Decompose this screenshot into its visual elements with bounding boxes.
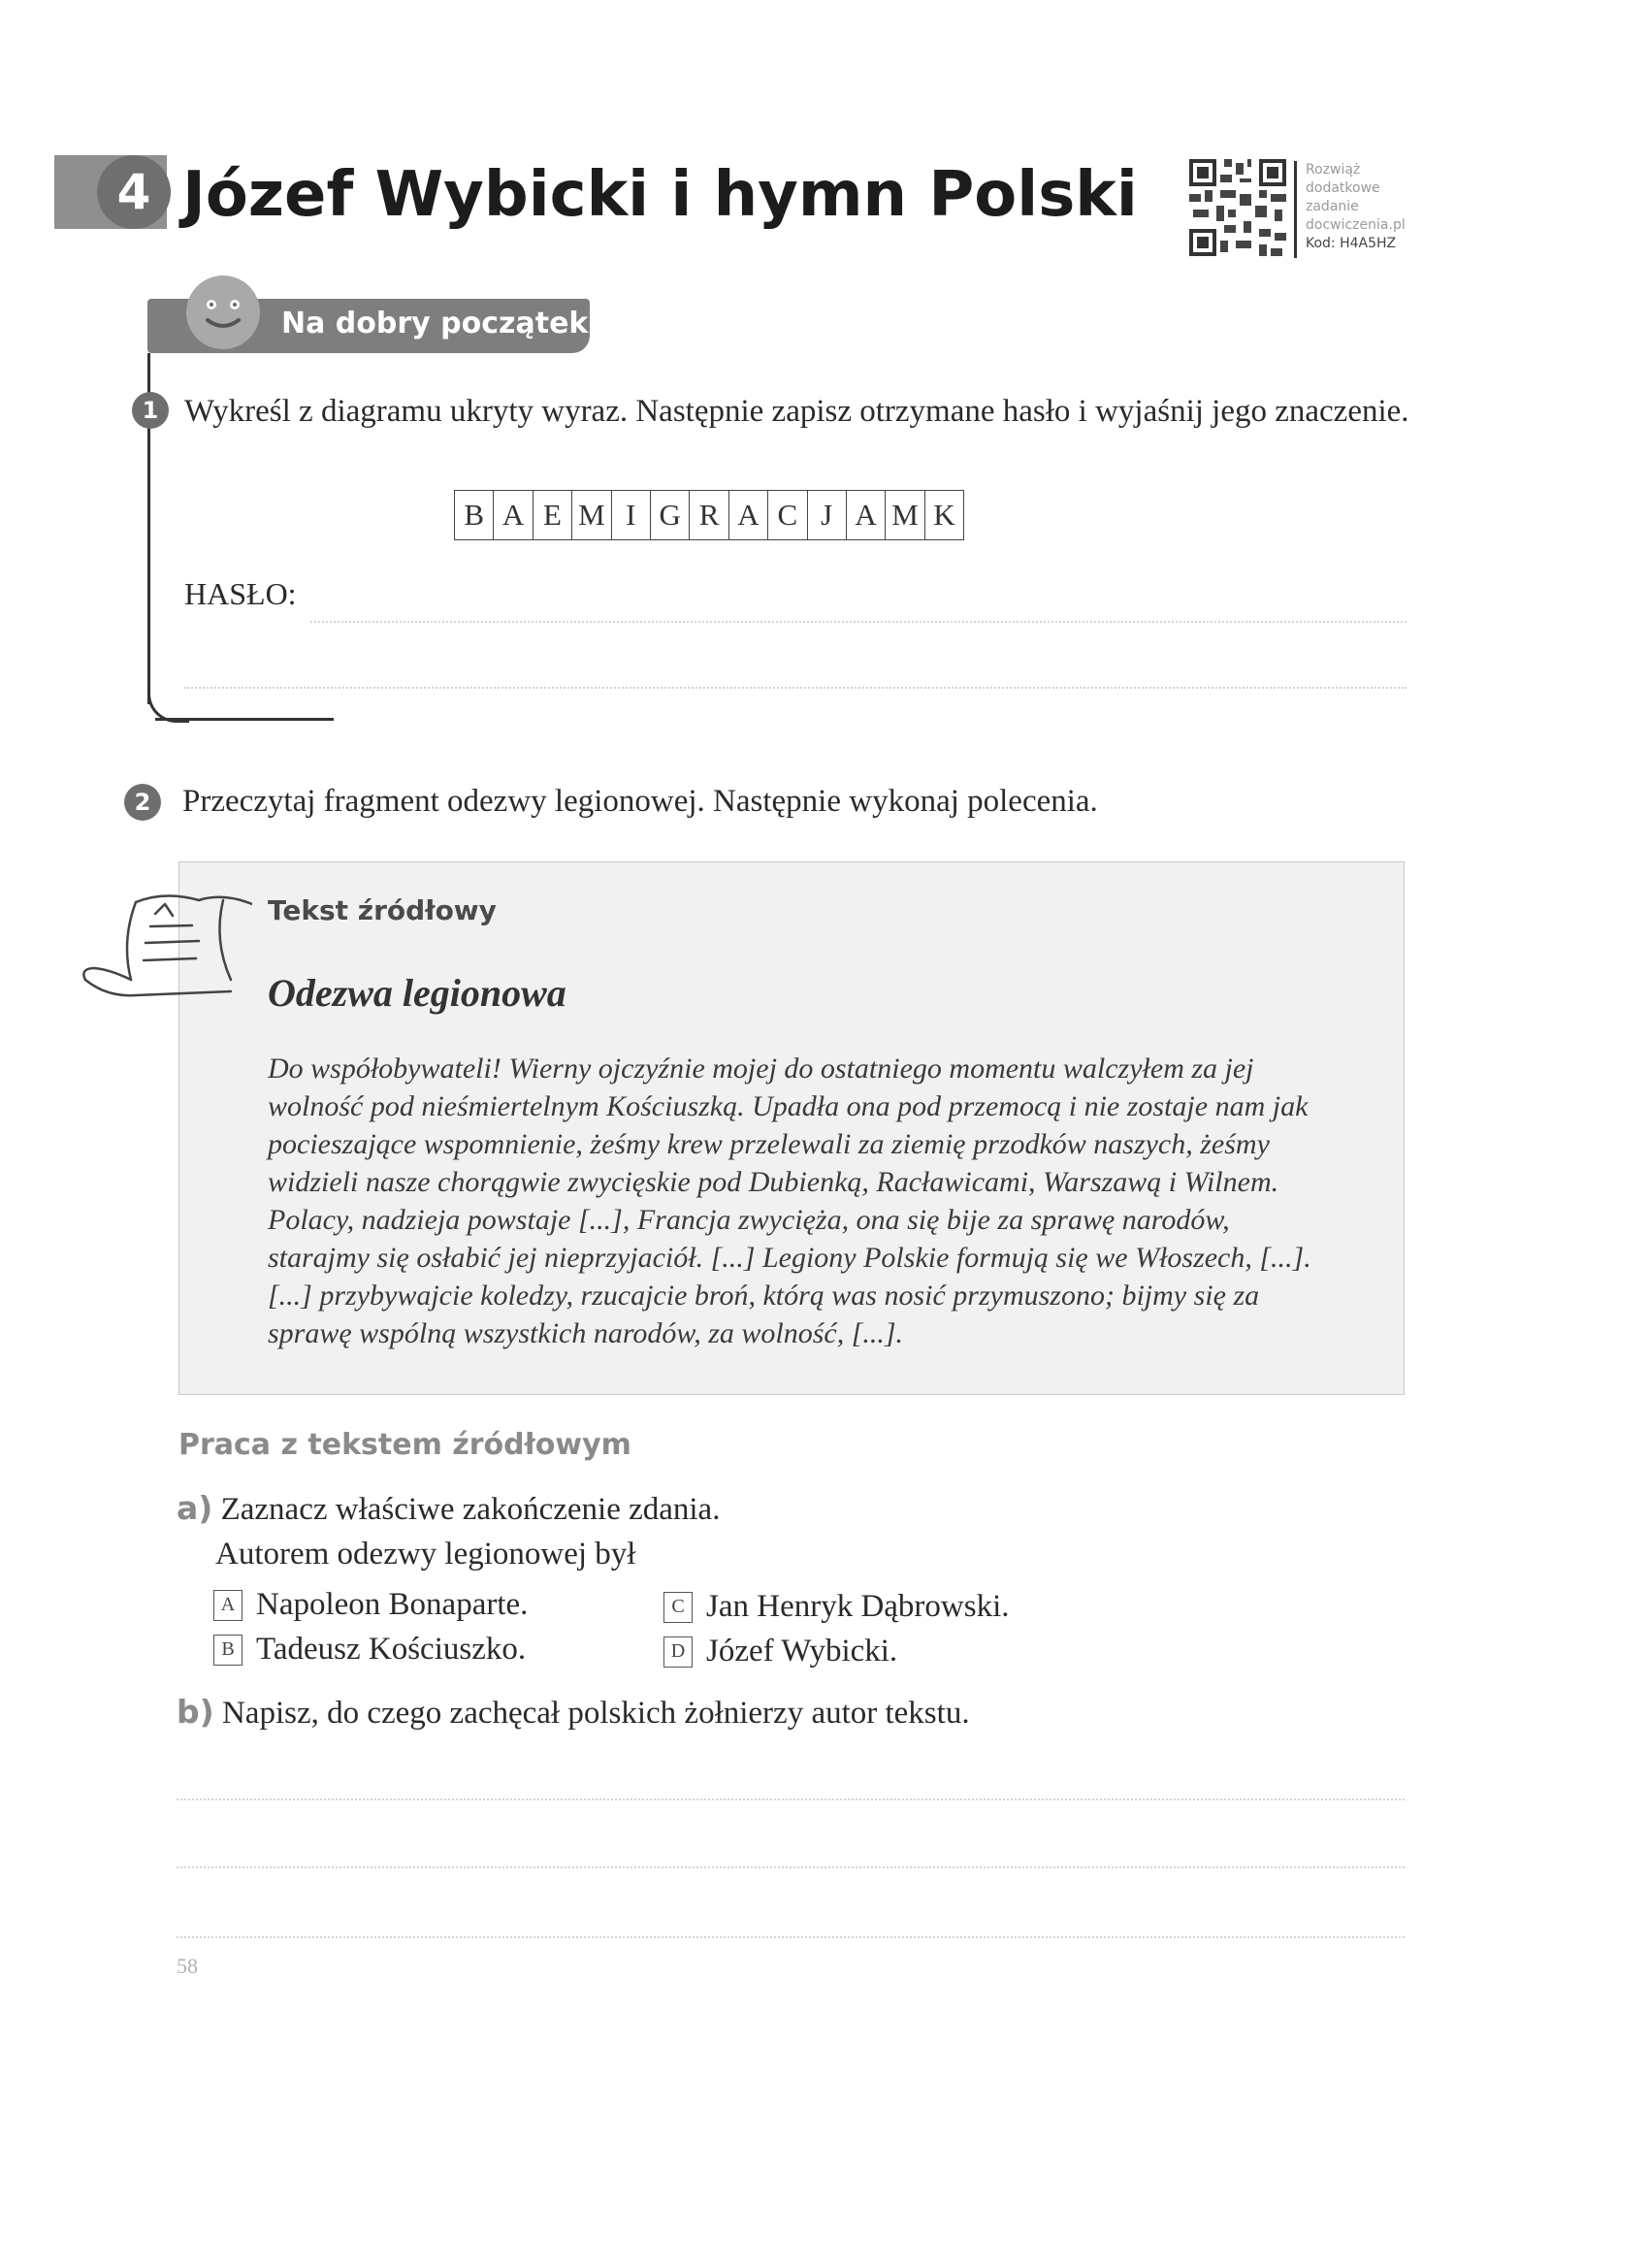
subtask-b bbox=[177, 1690, 970, 1735]
qr-caption-line: dodatkowe bbox=[1306, 180, 1380, 196]
task-number: 1 bbox=[132, 392, 169, 429]
subtask-instruction: Napisz, do czego zachęcał polskich żołnierzy autor tekstu. bbox=[221, 1696, 970, 1731]
task-instruction: Wykreśl z diagramu ukryty wyraz. Następnie zapisz otrzymane hasło i wyjaśnij jego znaczenie. bbox=[184, 394, 1409, 429]
work-heading: Praca z tekstem źródłowym bbox=[178, 1428, 631, 1462]
sentence-stem: Autorem odezwy legionowej był bbox=[215, 1537, 636, 1571]
source-label: Tekst źródłowy bbox=[268, 894, 497, 926]
letter-cell[interactable]: B bbox=[455, 491, 494, 539]
chapter-number: 4 bbox=[97, 155, 171, 229]
qr-caption bbox=[1306, 161, 1406, 253]
answer-option[interactable] bbox=[663, 1585, 1010, 1629]
letter-cell[interactable]: A bbox=[729, 491, 768, 539]
subtask-instruction: Zaznacz właściwe zakończenie zdania. bbox=[220, 1492, 721, 1527]
answer-option[interactable] bbox=[663, 1630, 897, 1673]
task-frame-corner bbox=[147, 679, 189, 723]
letter-cell[interactable]: A bbox=[847, 491, 886, 539]
option-text: Napoleon Bonaparte. bbox=[256, 1587, 529, 1622]
letter-cell[interactable]: E bbox=[534, 491, 572, 539]
option-text: Tadeusz Kościuszko. bbox=[256, 1632, 527, 1667]
letter-cell[interactable]: G bbox=[651, 491, 690, 539]
task-frame bbox=[155, 718, 334, 721]
answer-line[interactable] bbox=[177, 1936, 1405, 1938]
chapter-title: Józef Wybicki i hymn Polski bbox=[182, 159, 1138, 231]
letter-cell[interactable]: K bbox=[933, 498, 955, 532]
letter-cell[interactable]: A bbox=[494, 491, 533, 539]
option-checkbox[interactable]: B bbox=[213, 1635, 242, 1666]
qr-divider bbox=[1294, 161, 1297, 258]
source-text: Do współobywateli! Wierny ojczyźnie mojej do ostatniego momentu walczyłem za jej wolność pod nieśmiertelnym Kościuszką. Upadła ona pod przemocą i nie zostaje nam jak pocieszające wspomnienie, żeśmy krew przelewali za ziemię przodków naszych, żeśmy widzieli nasze chorągwie zwycięskie pod Dubienką, Racławicami, Warszawą i Wilnem. Polacy, nadzieja powstaje [...], Francja zwycięża, ona się bije za sprawę narodów, starajmy się osłabić jej nieprzyjaciół. [...] Legiony Polskie formują się we Włoszech, [...]. [...] przybywajcie koledzy, rzucajcie broń, którą was nosić przymuszono; bijmy się za sprawę wspólną wszystkich narodów, za wolność, [...]. bbox=[268, 1053, 1311, 1349]
qr-caption-code: Kod: H4A5HZ bbox=[1306, 236, 1397, 251]
letter-grid bbox=[454, 490, 964, 540]
answer-line[interactable] bbox=[177, 1798, 1405, 1800]
letter-cell[interactable]: M bbox=[886, 491, 924, 539]
task-instruction: Przeczytaj fragment odezwy legionowej. Następnie wykonaj polecenia. bbox=[182, 784, 1098, 819]
answer-line[interactable] bbox=[184, 687, 1406, 689]
letter-cell[interactable]: M bbox=[572, 491, 611, 539]
haslo-label: HASŁO: bbox=[184, 576, 297, 611]
option-text: Jan Henryk Dąbrowski. bbox=[706, 1589, 1010, 1624]
subtask-marker: a) bbox=[177, 1489, 213, 1527]
subtask-a bbox=[177, 1486, 720, 1532]
scroll-icon bbox=[78, 883, 252, 1009]
letter-cell[interactable]: I bbox=[612, 491, 651, 539]
answer-line[interactable] bbox=[177, 1866, 1405, 1868]
smiley-icon bbox=[186, 275, 260, 349]
option-text: Józef Wybicki. bbox=[706, 1634, 898, 1669]
qr-caption-line: Rozwiąż bbox=[1306, 162, 1361, 178]
qr-code-icon[interactable] bbox=[1189, 159, 1286, 256]
page-number: 58 bbox=[177, 1954, 198, 1978]
answer-option[interactable] bbox=[213, 1583, 528, 1627]
qr-caption-link[interactable]: docwiczenia.pl bbox=[1306, 217, 1406, 233]
subtask-marker: b) bbox=[177, 1693, 214, 1731]
section-title: Na dobry początek bbox=[281, 307, 589, 340]
option-checkbox[interactable]: C bbox=[663, 1592, 693, 1623]
option-checkbox[interactable]: A bbox=[213, 1590, 242, 1621]
option-checkbox[interactable]: D bbox=[663, 1636, 693, 1668]
source-title: Odezwa legionowa bbox=[268, 971, 566, 1015]
letter-cell[interactable]: R bbox=[690, 491, 728, 539]
qr-caption-line: zadanie bbox=[1306, 199, 1359, 214]
letter-cell[interactable]: J bbox=[808, 491, 847, 539]
task-number: 2 bbox=[124, 784, 161, 821]
letter-cell[interactable]: C bbox=[768, 491, 807, 539]
answer-option[interactable] bbox=[213, 1628, 526, 1671]
answer-line[interactable] bbox=[310, 621, 1406, 623]
